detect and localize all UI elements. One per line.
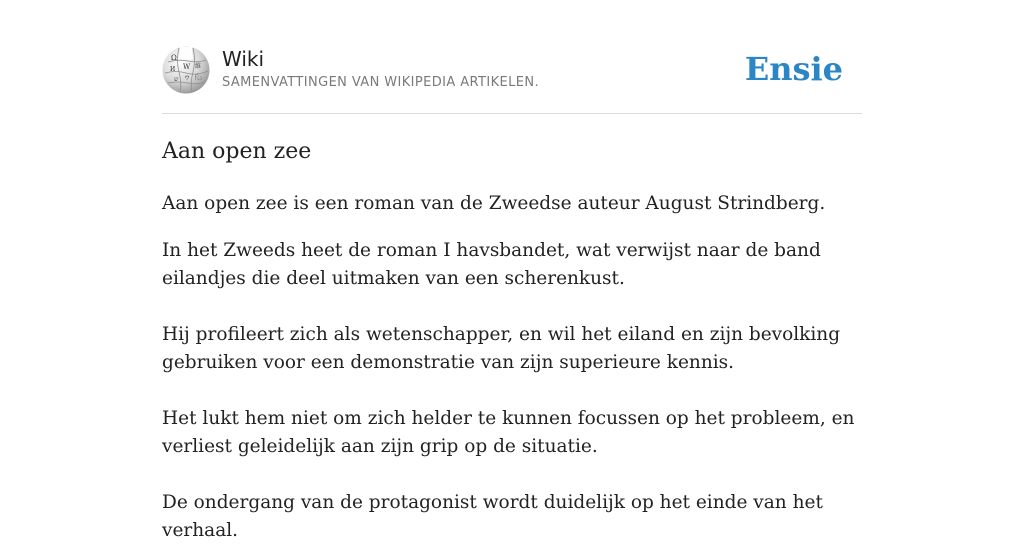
article-paragraph: De ondergang van de protagonist wordt duidelijk op het einde van het verhaal. [162, 492, 823, 541]
header-divider [162, 113, 862, 114]
svg-text:維: 維 [195, 63, 202, 70]
svg-text:Ω: Ω [171, 54, 177, 62]
article-paragraph: Hij profileert zich als wetenschapper, en wil het eiland en zijn bevolking gebruiken voor een demonstratie van zijn superieure kennis. [162, 324, 841, 373]
article-paragraph: Aan open zee is een roman van de Zweedse auteur August Strindberg. [162, 193, 826, 214]
svg-text:ি: ি [195, 75, 203, 82]
svg-text:ウ: ウ [184, 75, 191, 82]
page-container [162, 0, 862, 541]
site-subtitle: SAMENVATTINGEN VAN WIKIPEDIA ARTIKELEN. [222, 75, 540, 90]
site-title[interactable]: Wiki [222, 47, 265, 71]
svg-text:И: И [170, 66, 176, 73]
wikipedia-globe-logo[interactable] [162, 46, 210, 94]
site-header [162, 45, 862, 113]
brand-logo[interactable]: Ensie [744, 50, 843, 88]
svg-text:ש: ש [174, 76, 179, 83]
article-paragraph: Het lukt hem niet om zich helder te kunnen focussen op het probleem, en verliest geleidelijk aan zijn grip op de situatie. [162, 408, 855, 457]
svg-text:W: W [183, 63, 191, 71]
article-title: Aan open zee [162, 139, 312, 164]
article-paragraph: In het Zweeds heet de roman I havsbandet, wat verwijst naar de band eilandjes die deel uitmaken van een scherenkust. [162, 240, 821, 289]
